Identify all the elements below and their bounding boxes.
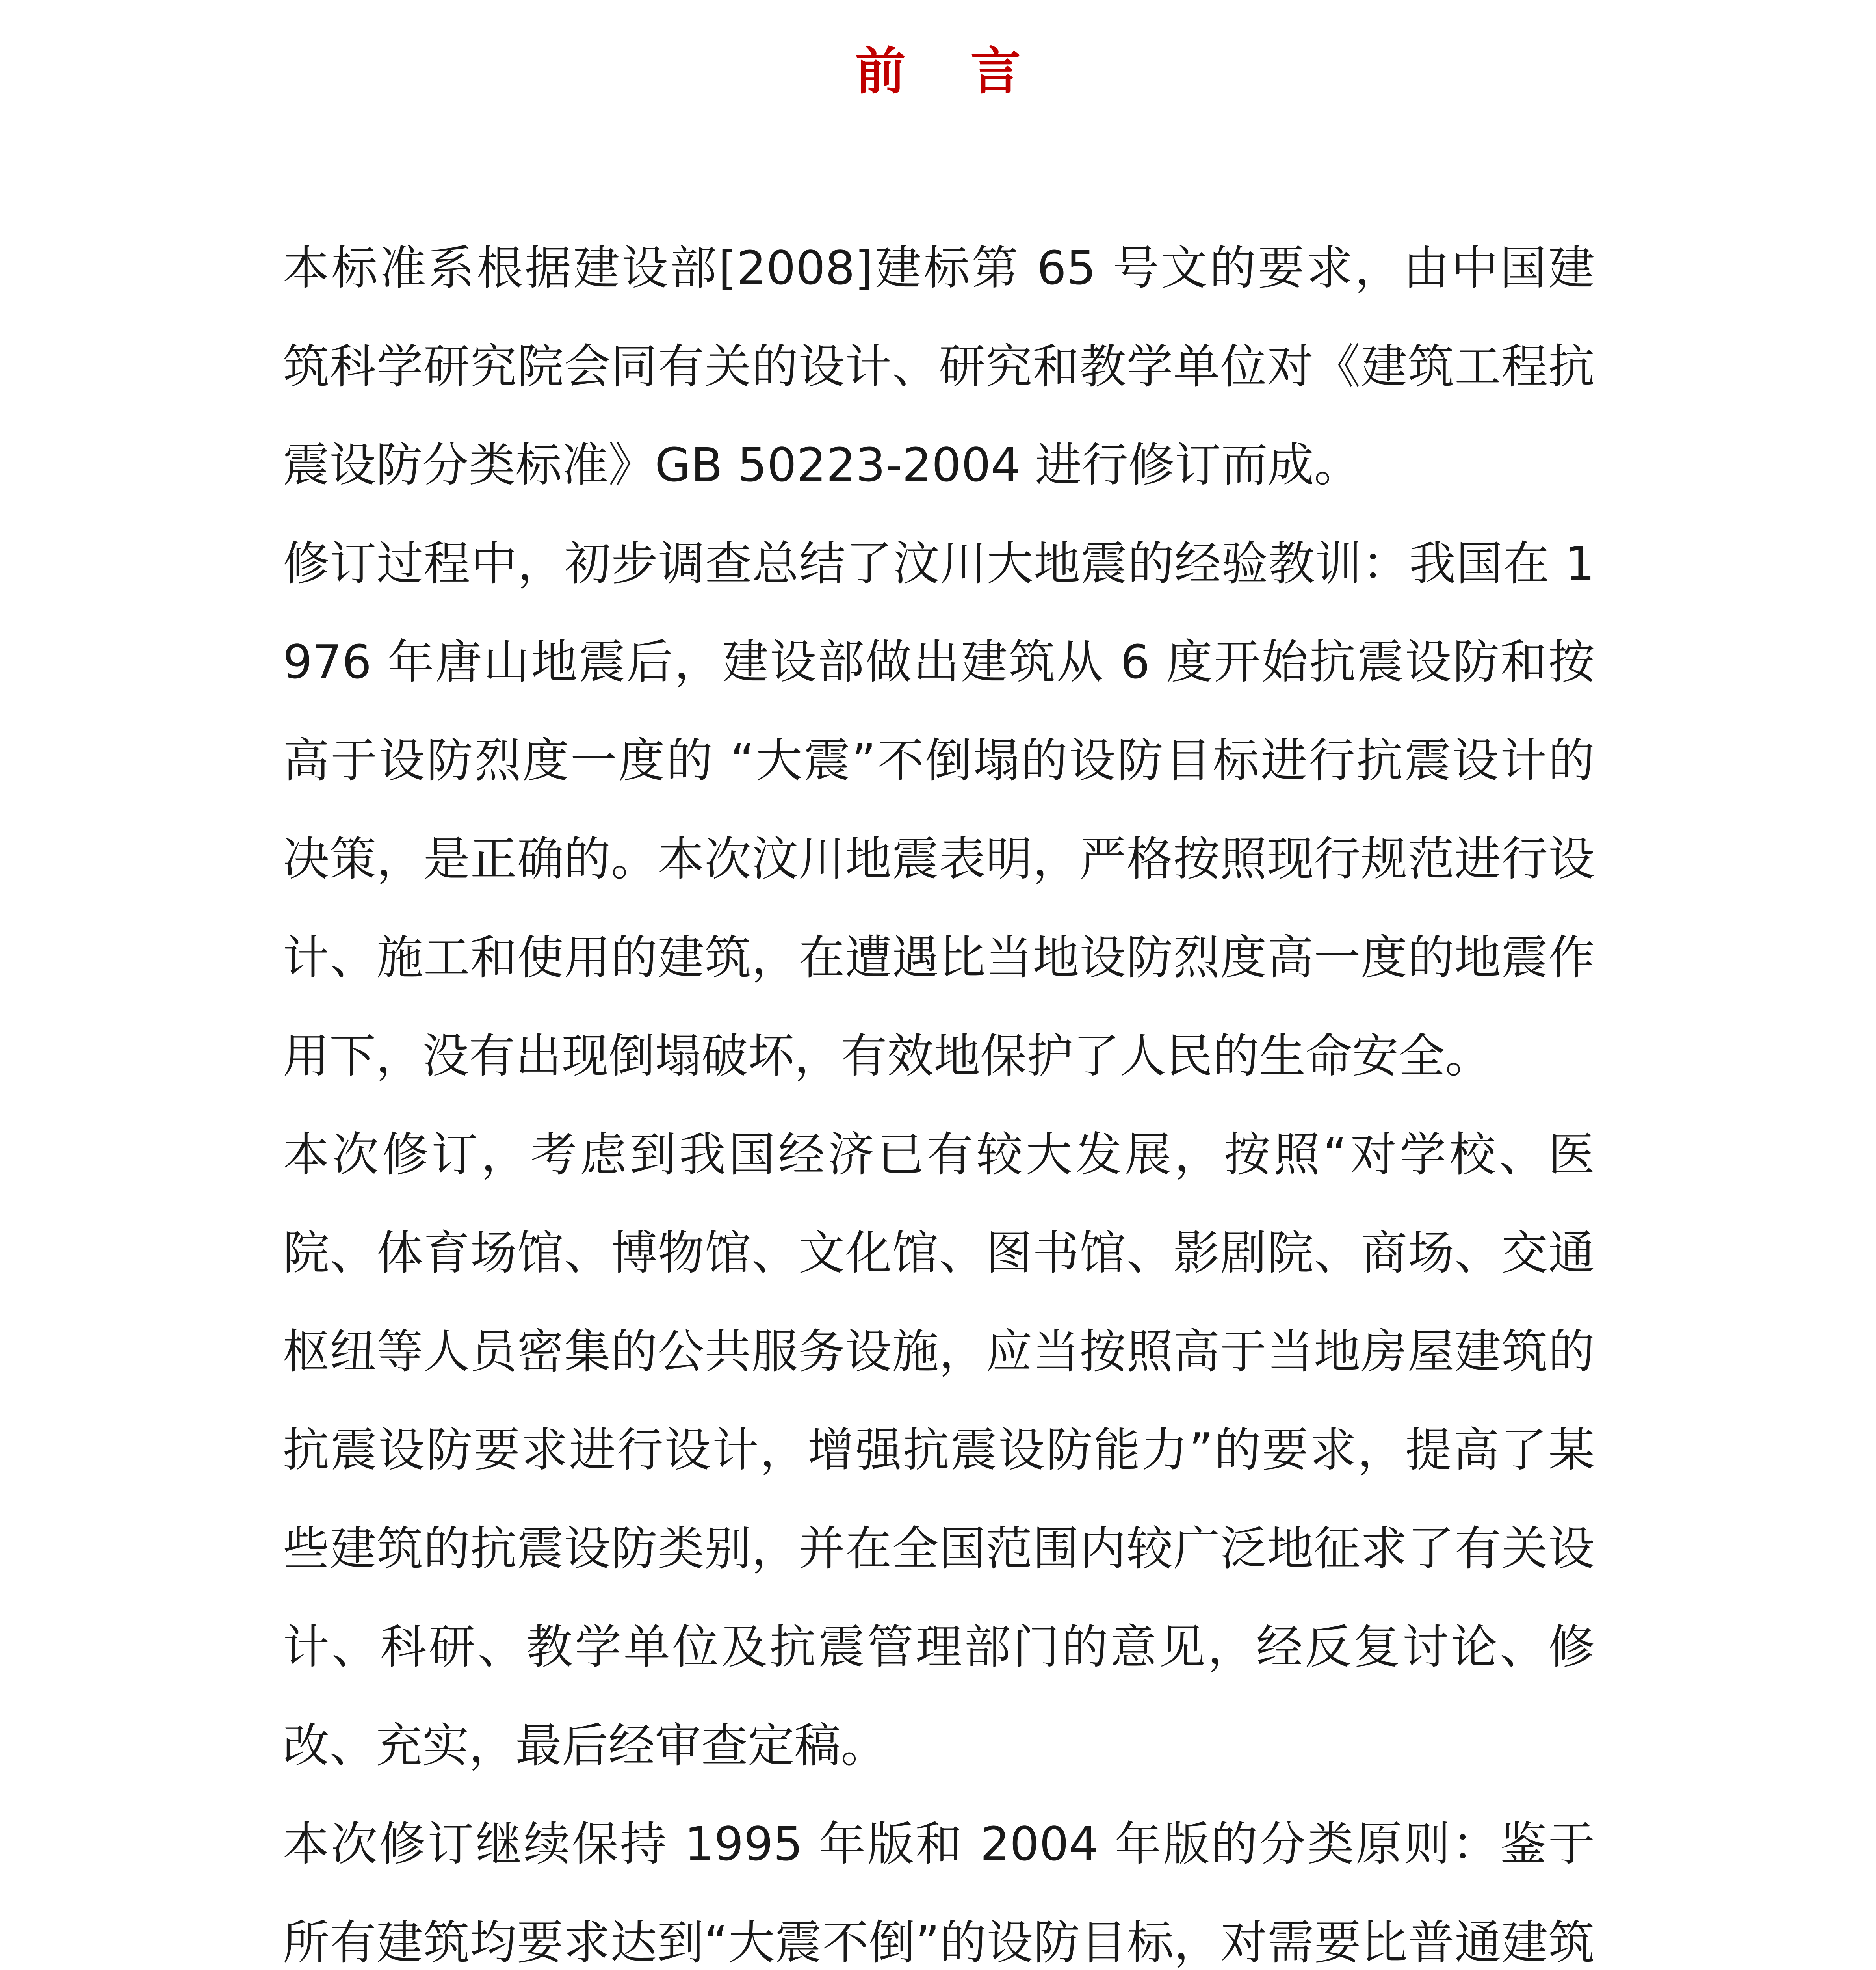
paragraph-1: 本标准系根据建设部[2008]建标第 65 号文的要求，由中国建筑科学研究院会同有关的设计、研究和教学单位对《建筑工程抗震设防分类标准》GB 50223-2004 进行修订而成。 [283,241,1595,492]
paragraph-4: 本次修订继续保持 1995 年版和 2004 年版的分类原则：鉴于所有建筑均要求达到“大震不倒”的设防目标，对需要比普通建筑 [283,1817,1595,1970]
preface-body [283,219,1595,1970]
preface-title: 前 言 [855,42,1045,101]
paragraph-3: 本次修订，考虑到我国经济已有较大发展，按照“对学校、医院、体育场馆、博物馆、文化馆、图书馆、影剧院、商场、交通枢纽等人员密集的公共服务设施，应当按照高于当地房屋建筑的抗震设防要求进行设计，增强抗震设防能力”的要求，提高了某些建筑的抗震设防类别，并在全国范围内较广泛地征求了有关设计、科研、教学单位及抗震管理部门的意见，经反复讨论、修改、充实，最后经审查定稿。 [283,1127,1595,1773]
paragraph-2: 修订过程中，初步调查总结了汶川大地震的经验教训：我国在 1976 年唐山地震后，建设部做出建筑从 6 度开始抗震设防和按高于设防烈度一度的 “大震”不倒塌的设防目标进行抗震设计的决策，是正确的。本次汶川地震表明，严格按照现行规范进行设计、施工和使用的建筑，在遭遇比当地设防烈度高一度的地震作用下，没有出现倒塌破坏，有效地保护了人民的生命安全。 [283,536,1595,1083]
